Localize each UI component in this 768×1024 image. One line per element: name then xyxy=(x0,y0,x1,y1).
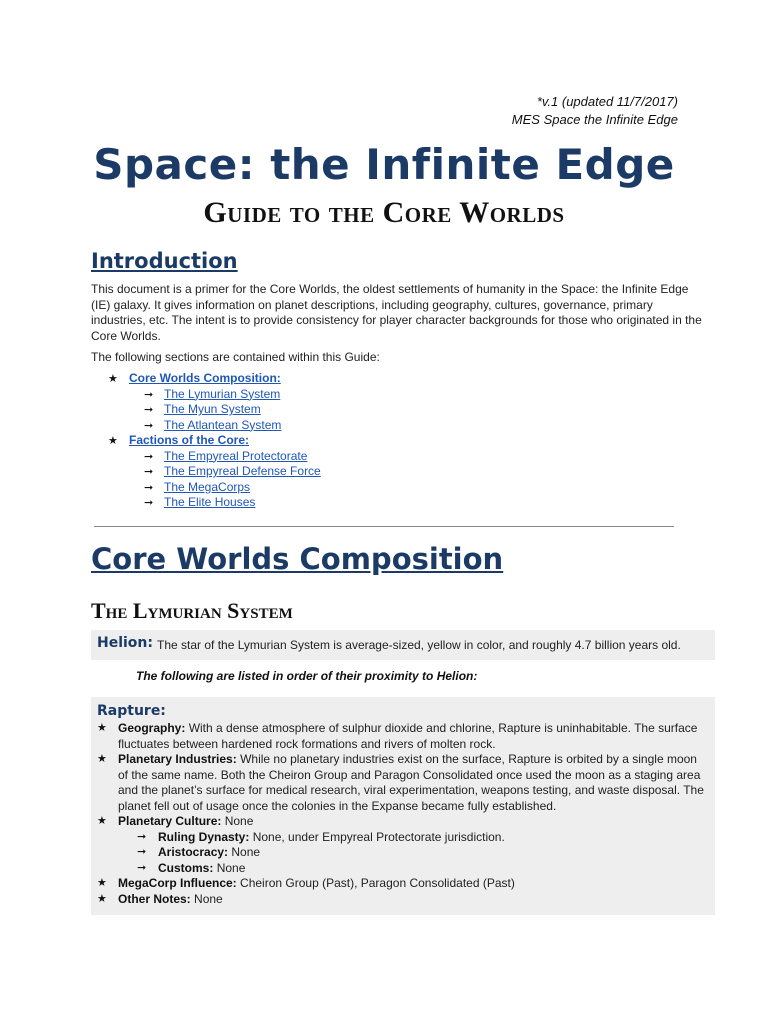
fact-value: Cheiron Group (Past), Paragon Consolidated (Past) xyxy=(240,876,515,890)
toc-item xyxy=(108,480,321,496)
list-item xyxy=(95,814,707,830)
star-bullet-icon: ★ xyxy=(97,892,107,905)
table-of-contents xyxy=(108,371,321,511)
arrow-bullet-icon: ➞ xyxy=(144,450,154,463)
planet-facts-list xyxy=(95,721,707,907)
core-worlds-heading: Core Worlds Composition xyxy=(91,542,504,576)
fact-label: Geography: xyxy=(118,721,186,735)
fact-value: None, under Empyreal Protectorate jurisdiction. xyxy=(252,829,505,844)
fact-value: With a dense atmosphere of sulphur dioxide and chlorine, Rapture is uninhabitable. The surface fluctuates between hardened rock formations and rivers of molten rock. xyxy=(118,721,698,751)
toc-item xyxy=(108,464,321,480)
list-item xyxy=(95,830,707,846)
toc-link-megacorps[interactable]: The MegaCorps xyxy=(164,479,251,494)
toc-link-empyreal-defense-force[interactable]: The Empyreal Defense Force xyxy=(164,464,321,478)
star-bullet-icon: ★ xyxy=(108,435,118,447)
star-bullet-icon: ★ xyxy=(97,722,107,734)
toc-link-empyreal-protectorate[interactable]: The Empyreal Protectorate xyxy=(164,448,308,463)
toc-link-atlantean-system[interactable]: The Atlantean System xyxy=(164,417,282,432)
arrow-bullet-icon: ➞ xyxy=(144,481,154,494)
toc-item xyxy=(108,418,321,434)
toc-link-lymurian-system[interactable]: The Lymurian System xyxy=(164,386,281,401)
section-divider xyxy=(94,526,674,527)
fact-value: While no planetary industries exist on the surface, Rapture is orbited by a single moon of the same name. Both the Cheiron Group and Paragon Consolidated once used the moon as a staging area and the planet’s surface for medical research, viral experimentation, weapons testing, and waste disposal. The planet fell out of usage once the colonies in the Expanse became fully established. xyxy=(118,752,704,813)
fact-label: Customs: xyxy=(158,860,214,875)
arrow-bullet-icon: ➞ xyxy=(144,404,154,416)
arrow-bullet-icon: ➞ xyxy=(137,846,147,858)
star-name: Helion: xyxy=(97,635,153,651)
proximity-note: The following are listed in order of their proximity to Helion: xyxy=(136,669,478,683)
planet-name: Rapture: xyxy=(97,703,166,719)
toc-item xyxy=(108,387,321,403)
list-item xyxy=(95,721,707,752)
org-line: MES Space the Infinite Edge xyxy=(511,112,678,127)
fact-value: None xyxy=(231,845,261,859)
arrow-bullet-icon: ➞ xyxy=(144,497,154,509)
list-item xyxy=(95,752,707,814)
fact-value: None xyxy=(216,860,246,875)
introduction-heading: Introduction xyxy=(91,249,238,273)
toc-item xyxy=(108,449,321,465)
fact-label: Ruling Dynasty: xyxy=(158,829,250,844)
version-line: *v.1 (updated 11/7/2017) xyxy=(536,94,678,109)
planet-info-box xyxy=(91,697,715,915)
fact-label: MegaCorp Influence: xyxy=(118,876,237,890)
fact-value: None xyxy=(194,891,223,906)
toc-section xyxy=(108,371,321,387)
toc-item xyxy=(108,495,321,511)
toc-link-factions-of-the-core[interactable]: Factions of the Core: xyxy=(129,433,250,447)
fact-label: Planetary Industries: xyxy=(118,752,237,766)
list-item xyxy=(95,876,707,892)
page-title: Space: the Infinite Edge xyxy=(93,140,675,189)
introduction-text: This document is a primer for the Core Worlds, the oldest settlements of humanity in the Space: the Infinite Edge (IE) galaxy. It gives information on planet descriptions, including geography, cultures, governance, primary industries, etc. The intent is to provide consistency for player character backgrounds for those who originated in the Core Worlds. xyxy=(91,282,702,343)
arrow-bullet-icon: ➞ xyxy=(137,861,147,874)
fact-label: Aristocracy: xyxy=(158,845,229,859)
star-bullet-icon: ★ xyxy=(97,877,107,889)
page-subtitle: Guide to the Core Worlds xyxy=(203,196,565,229)
star-bullet-icon: ★ xyxy=(97,815,107,827)
star-description: The star of the Lymurian System is average-sized, yellow in color, and roughly 4.7 billion years old. xyxy=(157,638,681,652)
toc-link-core-worlds-composition[interactable]: Core Worlds Composition: xyxy=(129,371,281,385)
arrow-bullet-icon: ➞ xyxy=(144,419,154,432)
sections-intro-text: The following sections are contained within this Guide: xyxy=(91,350,380,364)
list-item xyxy=(95,892,707,908)
list-item xyxy=(95,861,707,877)
toc-link-myun-system[interactable]: The Myun System xyxy=(164,402,261,416)
star-bullet-icon: ★ xyxy=(108,373,118,385)
version-note xyxy=(512,93,678,129)
star-bullet-icon: ★ xyxy=(97,753,107,765)
arrow-bullet-icon: ➞ xyxy=(144,388,154,401)
fact-label: Planetary Culture: xyxy=(118,814,222,828)
fact-label: Other Notes: xyxy=(118,891,191,906)
list-item xyxy=(95,845,707,861)
star-info-box xyxy=(91,630,715,660)
toc-link-elite-houses[interactable]: The Elite Houses xyxy=(164,495,256,509)
lymurian-system-heading: The Lymurian System xyxy=(91,598,293,623)
arrow-bullet-icon: ➞ xyxy=(144,466,154,478)
fact-value: None xyxy=(224,814,254,828)
toc-section xyxy=(108,433,321,449)
arrow-bullet-icon: ➞ xyxy=(137,830,147,843)
toc-item xyxy=(108,402,321,418)
